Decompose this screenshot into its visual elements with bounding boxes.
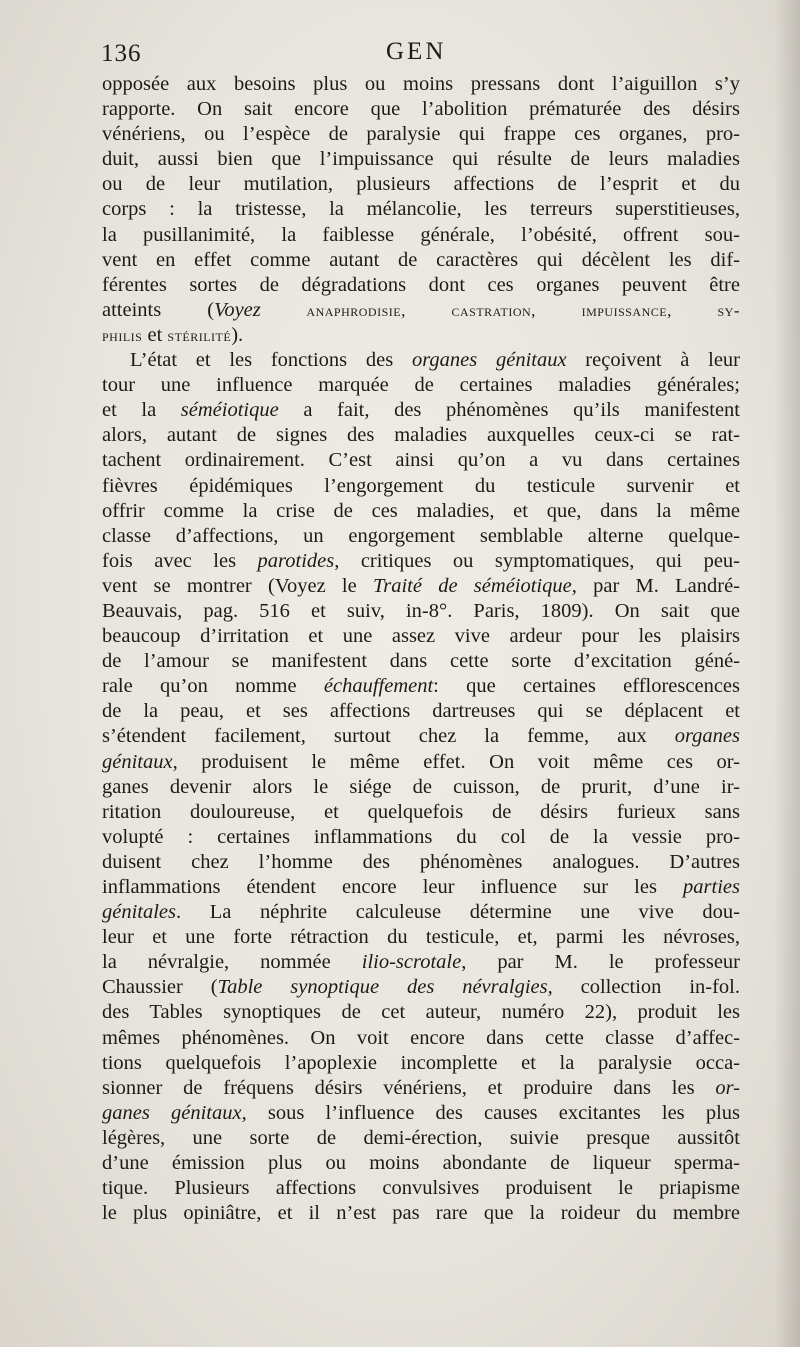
- italic-text: parties: [683, 876, 740, 898]
- text-run: , par M. le professeur: [461, 951, 740, 974]
- body-text: [102, 72, 740, 1226]
- text-run: inflammations étendent encore leur influence sur les: [102, 876, 684, 898]
- text-run: offrir comme la crise de ces maladies, et que, dans la même: [102, 499, 740, 522]
- text-line: [102, 1076, 740, 1101]
- italic-text: Table synoptique des névralgies: [217, 976, 548, 999]
- text-run: volupté : certaines inflammations du col de la vessie pro-: [102, 825, 740, 848]
- italic-text: génitales: [102, 901, 177, 924]
- text-line: [102, 1176, 740, 1201]
- page-number: 136: [101, 40, 142, 67]
- text-line: [102, 248, 740, 273]
- text-line: [102, 448, 740, 473]
- text-line: [102, 122, 740, 147]
- italic-text: organes génitaux: [411, 349, 567, 372]
- text-run: ritation douloureuse, et quelquefois de désirs furieux sans: [102, 800, 740, 823]
- text-line: [102, 724, 740, 749]
- text-line: [102, 549, 740, 574]
- text-run: fièvres épidémiques l’engorgement du testicule survenir et: [102, 474, 740, 497]
- text-line: [102, 674, 740, 699]
- italic-text: organes: [674, 725, 740, 748]
- text-line: [102, 800, 740, 825]
- italic-text: génitaux: [102, 750, 173, 773]
- text-line: [102, 900, 740, 925]
- text-run: tique. Plusieurs affections convulsives produisent le priapisme: [102, 1177, 740, 1200]
- text-run: ).: [231, 323, 244, 346]
- text-run: Chaussier (: [102, 976, 218, 999]
- running-head: GEN: [386, 38, 447, 65]
- text-run: reçoivent à leur: [566, 349, 740, 372]
- text-run: des Tables synoptiques de cet auteur, numéro 22), produit les: [102, 1001, 740, 1024]
- italic-text: Voyez: [214, 298, 261, 321]
- text-line: [102, 97, 740, 122]
- text-run: , produisent le même effet. On voit même ces or-: [172, 750, 740, 773]
- italic-text: Traité de séméiotique: [372, 574, 572, 597]
- text-run: ou de leur mutilation, plusieurs affections de l’esprit et du: [102, 173, 740, 196]
- page-gutter-shadow: [774, 0, 800, 1347]
- text-run: classe d’affections, un engorgement semblable alterne quelque-: [102, 524, 740, 547]
- text-line: [102, 574, 740, 599]
- text-line: [102, 599, 740, 624]
- italic-text: ganes génitaux: [102, 1101, 242, 1124]
- text-line: [102, 373, 740, 398]
- text-run: s’étendent facilement, surtout chez la femme, aux: [102, 725, 675, 748]
- text-run: . La néphrite calculeuse détermine une vive dou-: [176, 901, 740, 924]
- text-line: [102, 348, 740, 373]
- text-run: a fait, des phénomènes qu’ils manifestent: [278, 399, 740, 422]
- text-run: et: [142, 323, 168, 346]
- text-line: [102, 499, 740, 524]
- text-run: Beauvais, pag. 516 et suiv, in-8°. Paris, 1809). On sait que: [102, 599, 740, 622]
- text-line: [102, 474, 740, 499]
- text-line: [102, 1126, 740, 1151]
- text-run: duisent chez l’homme des phénomènes analogues. D’autres: [102, 850, 740, 873]
- text-line: [102, 750, 740, 775]
- italic-text: ilio-scrotale: [361, 951, 462, 974]
- text-line: [102, 72, 740, 97]
- text-line: [102, 273, 740, 298]
- text-run: la pusillanimité, la faiblesse générale, l’obésité, offrent sou-: [102, 223, 740, 246]
- text-run: férentes sortes de dégradations dont ces organes peuvent être: [102, 273, 740, 296]
- text-line: [102, 925, 740, 950]
- text-line: [102, 223, 740, 248]
- text-line: [102, 423, 740, 448]
- text-run: , sous l’influence des causes excitantes les plus: [241, 1101, 740, 1124]
- text-run: tachent ordinairement. C’est ainsi qu’on a vu dans certaines: [102, 449, 740, 472]
- text-run: corps : la tristesse, la mélancolie, les terreurs superstitieuses,: [102, 198, 740, 221]
- text-line: [102, 524, 740, 549]
- text-run: L’état et les fonctions des: [130, 349, 412, 372]
- text-run: mêmes phénomènes. On voit encore dans cette classe d’affec-: [102, 1026, 740, 1049]
- text-run: duit, aussi bien que l’impuissance qui résulte de leurs maladies: [102, 148, 740, 171]
- text-run: vent se montrer (Voyez le: [102, 574, 373, 597]
- text-run: ganes devenir alors le siége de cuisson, de prurit, d’une ir-: [102, 775, 740, 798]
- text-run: fois avec les: [102, 549, 258, 572]
- text-run: rale qu’on nomme: [102, 675, 324, 698]
- text-line: [102, 1101, 740, 1126]
- text-line: [102, 172, 740, 197]
- text-run: et la: [102, 399, 181, 422]
- text-run: la névralgie, nommée: [102, 951, 362, 974]
- text-line: [102, 298, 740, 323]
- text-run: légères, une sorte de demi-érection, suivie presque aussitôt: [102, 1126, 740, 1149]
- italic-text: séméiotique: [180, 399, 279, 422]
- text-run: tions quelquefois l’apoplexie incomplette et la paralysie occa-: [102, 1051, 740, 1074]
- text-line: [102, 1151, 740, 1176]
- text-run: de la peau, et ses affections dartreuses qui se déplacent et: [102, 700, 740, 723]
- text-run: tour une influence marquée de certaines maladies générales;: [102, 374, 740, 397]
- text-line: [102, 1026, 740, 1051]
- italic-text: échauffement: [323, 675, 434, 698]
- text-line: [102, 699, 740, 724]
- text-run: , critiques ou symptomatiques, qui peu-: [334, 549, 740, 572]
- text-line: [102, 323, 740, 348]
- small-caps-text: stérilité: [167, 325, 232, 345]
- text-line: [102, 1000, 740, 1025]
- text-line: [102, 649, 740, 674]
- text-line: [102, 1051, 740, 1076]
- text-line: [102, 1201, 740, 1226]
- text-run: de l’amour se manifestent dans cette sorte d’excitation géné-: [102, 650, 740, 673]
- text-run: beaucoup d’irritation et une assez vive ardeur pour les plaisirs: [102, 625, 740, 648]
- text-run: vent en effet comme autant de caractères qui décèlent les dif-: [102, 248, 740, 271]
- text-line: [102, 975, 740, 1000]
- text-run: leur et une forte rétraction du testicule, et, parmi les névroses,: [102, 926, 740, 949]
- text-run: sionner de fréquens désirs vénériens, et produire dans les: [102, 1076, 716, 1099]
- text-line: [102, 197, 740, 222]
- text-line: [102, 775, 740, 800]
- small-caps-text: philis: [102, 325, 143, 345]
- text-line: [102, 950, 740, 975]
- text-line: [102, 398, 740, 423]
- text-run: : que certaines efflorescences: [433, 675, 740, 698]
- text-run: rapporte. On sait encore que l’abolition prématurée des désirs: [102, 98, 740, 121]
- text-run: vénériens, ou l’espèce de paralysie qui frappe ces organes, pro-: [102, 123, 740, 146]
- text-run: alors, autant de signes des maladies auxquelles ceux-ci se rat-: [102, 424, 740, 447]
- text-line: [102, 825, 740, 850]
- text-run: d’une émission plus ou moins abondante de liqueur sperma-: [102, 1152, 740, 1175]
- text-line: [102, 850, 740, 875]
- text-run: opposée aux besoins plus ou moins pressans dont l’aiguillon s’y: [102, 73, 740, 95]
- text-run: le plus opiniâtre, et il n’est pas rare que la roideur du membre: [102, 1202, 740, 1225]
- text-line: [102, 147, 740, 172]
- italic-text: or-: [715, 1076, 740, 1099]
- page-header: [101, 36, 741, 70]
- text-run: atteints (: [102, 298, 215, 321]
- italic-text: parotides: [257, 549, 335, 572]
- small-caps-text: anaphrodisie, castration, impuissance, sy-: [260, 300, 740, 320]
- text-line: [102, 875, 740, 900]
- text-run: , collection in-fol.: [547, 976, 740, 999]
- text-line: [102, 624, 740, 649]
- text-run: , par M. Landré-: [571, 574, 740, 597]
